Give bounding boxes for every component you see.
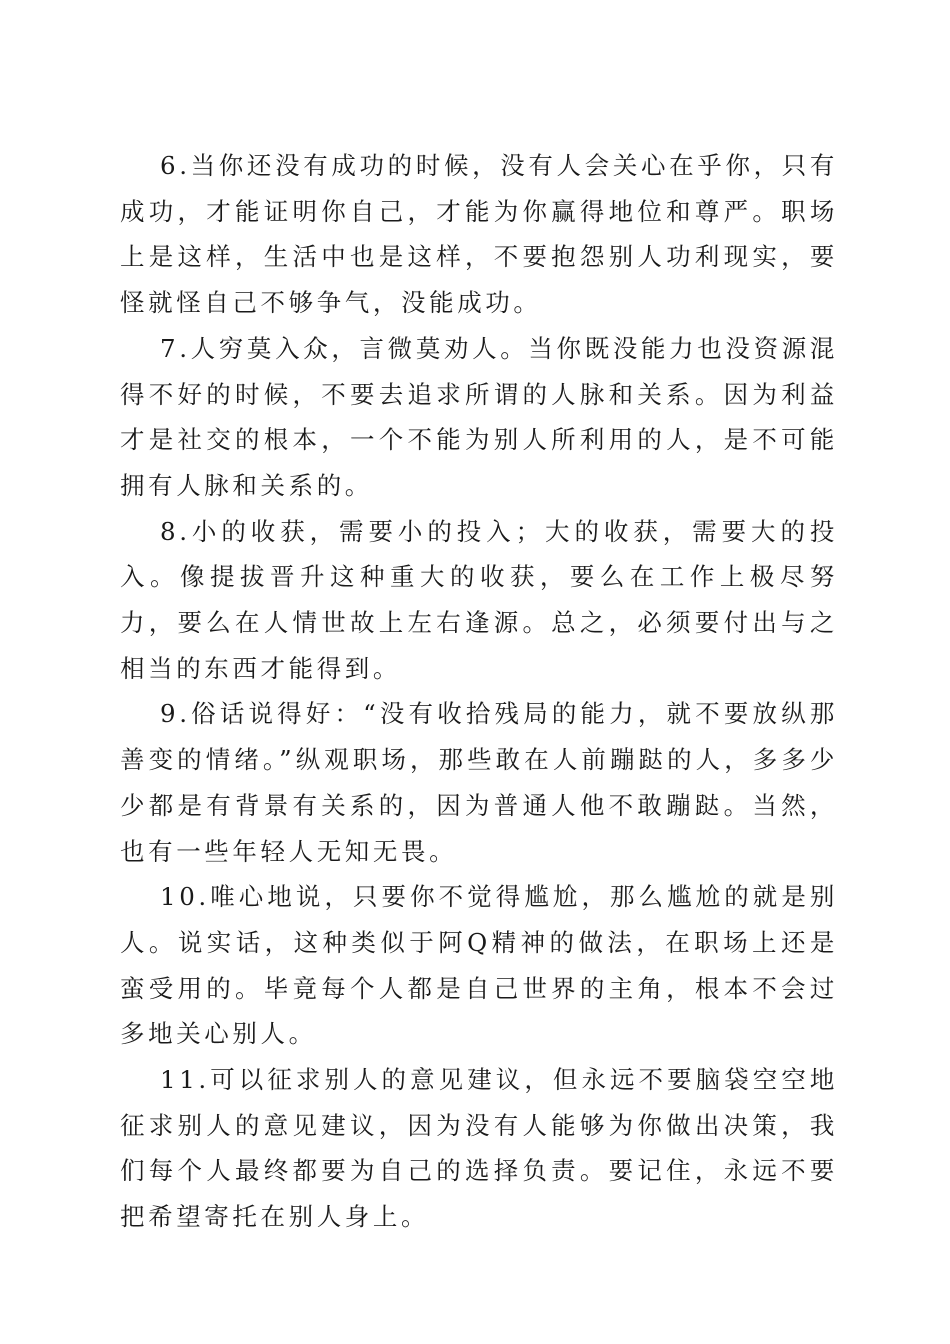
- paragraph-item-6: 6.当你还没有成功的时候，没有人会关心在乎你，只有成功，才能证明你自己，才能为你赢得地位和尊严。职场上是这样，生活中也是这样，不要抱怨别人功利现实，要怪就怪自己不够争气，没能成功。: [120, 151, 838, 318]
- paragraph-item-7: 7.人穷莫入众，言微莫劝人。当你既没能力也没资源混得不好的时候，不要去追求所谓的人脉和关系。因为利益才是社交的根本，一个不能为别人所利用的人，是不可能拥有人脉和关系的。: [120, 333, 838, 500]
- paragraph-item-9: 9.俗话说得好：“没有收拾残局的能力，就不要放纵那善变的情绪。”纵观职场，那些敢在人前蹦跶的人，多多少少都是有背景有关系的，因为普通人他不敢蹦跶。当然，也有一些年轻人无知无畏。: [120, 699, 838, 866]
- paragraph-item-10: 10.唯心地说，只要你不觉得尴尬，那么尴尬的就是别人。说实话，这种类似于阿Q精神的做法，在职场上还是蛮受用的。毕竟每个人都是自己世界的主角，根本不会过多地关心别人。: [120, 882, 838, 1049]
- document-body: [120, 143, 838, 1240]
- paragraph-item-11: 11.可以征求别人的意见建议，但永远不要脑袋空空地征求别人的意见建议，因为没有人能够为你做出决策，我们每个人最终都要为自己的选择负责。要记住，永远不要把希望寄托在别人身上。: [120, 1065, 838, 1232]
- paragraph-item-8: 8.小的收获，需要小的投入；大的收获，需要大的投入。像提拔晋升这种重大的收获，要么在工作上极尽努力，要么在人情世故上左右逢源。总之，必须要付出与之相当的东西才能得到。: [120, 516, 838, 683]
